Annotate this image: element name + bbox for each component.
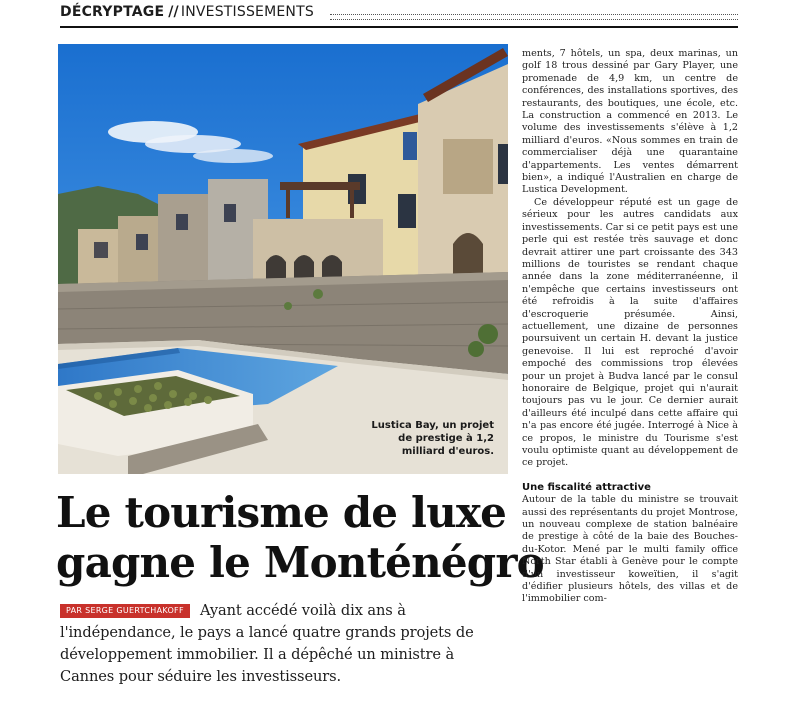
headline-line-1: Le tourisme de luxe [56, 488, 507, 537]
header-rule [60, 26, 738, 28]
photo-illustration [58, 44, 508, 474]
body-paragraph: Ce développeur réputé est un gage de sérieux pour les autres candidats aux investissements. Car si ce petit pays est une perle qui est restée très sauvage et donc devrait attirer une part croissante des 343 millions de touristes se rendant chaque année dans la zone méditerranéenne, il n'empêche que certains investisseurs ont été refroidis à la suite d'affaires d'escroquerie présumée. Ainsi, actuellement, une dizaine de personnes poursuivent un certain H. devant la justice genevoise. Il lui est reproché d'avoir empoché des commissions trop élevées pour un projet à Budva lancé par le consul honoraire de Belgique, projet qui n'aurait toujours pas vu le jour. Ce dernier aurait d'ailleurs été inculpé dans cette affaire qui n'a pas encore été jugée. Interrogé à Nice à ce propos, le ministre du Tourisme s'est voulu optimiste quant au développement de ce projet. [522, 196, 738, 469]
lede-paragraph: Ayant accédé voilà dix ans à l'indépendance, le pays a lancé quatre grands projets de développement immobilier. Il a dépêché un ministre à Cannes pour séduire les investisseurs. [60, 602, 474, 685]
category-label: INVESTISSEMENTS [180, 4, 314, 20]
body-paragraph: Autour de la table du ministre se trouvait aussi des représentants du projet Montrose, un nouveau complexe de station balnéaire de prestige à côté de la baie des Bouches-du-Kotor. Mené par le multi family office North Star établi à Genève pour le compte d'un investisseur koweïtien, il s'agit d'édifier plusieurs hôtels, des villas et de l'immobilier com- [522, 494, 738, 605]
photo-caption: Lustica Bay, un projet de prestige à 1,2 milliard d'euros. [371, 420, 494, 457]
body-paragraph: ments, 7 hôtels, un spa, deux marinas, un golf 18 trous dessiné par Gary Player, une promenade de 4,9 km, un centre de conférences, des installations sportives, des restaurants, des boutiques, une école, etc. La construction a commencé en 2013. Le volume des investissements s'élève à 1,2 milliard d'euros. «Nous sommes en train de commercialiser déjà une quarantaine d'appartements. Les ventes démarrent bien», a indiqué l'Australien en charge de Lustica Development. [522, 48, 738, 196]
lustica-bay-photo [58, 44, 508, 474]
dotted-rule [330, 14, 738, 20]
section-rubric [60, 2, 314, 22]
headline [56, 488, 544, 588]
rubric-separator: // [168, 4, 179, 20]
byline-badge: PAR SERGE GUERTCHAKOFF [60, 604, 190, 618]
section-label: DÉCRYPTAGE [60, 4, 165, 20]
article-column [522, 48, 738, 606]
headline-line-2: gagne le Monténégro [56, 538, 544, 587]
subheading: Une fiscalité attractive [522, 481, 651, 493]
